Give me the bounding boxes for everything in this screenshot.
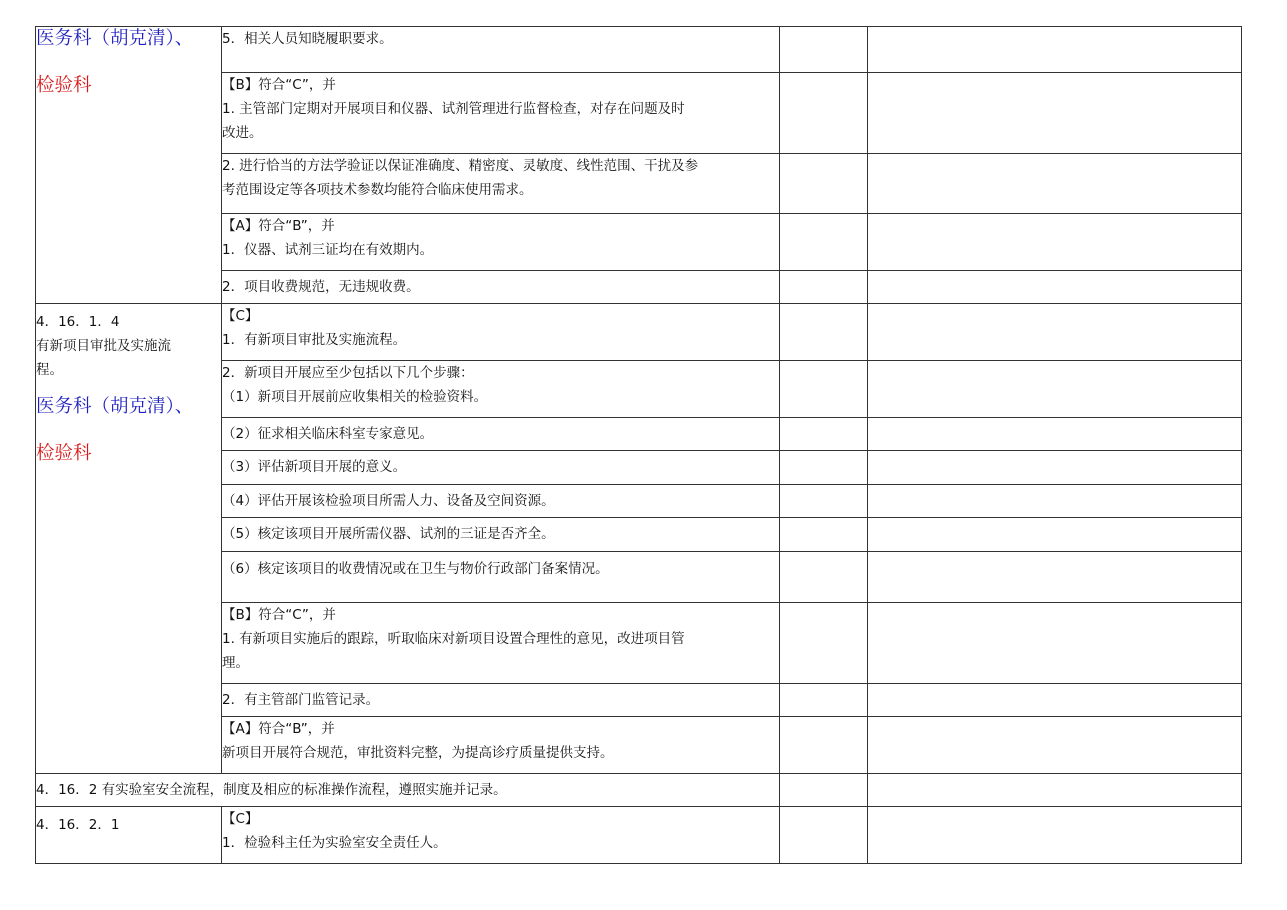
notes-cell (868, 603, 1242, 684)
notes-cell (868, 684, 1242, 717)
score-cell (780, 451, 868, 485)
criteria-cell (222, 361, 780, 418)
score-cell (780, 214, 868, 271)
dept-red-label: 检验科 (36, 443, 92, 464)
criteria-cell (222, 451, 780, 485)
score-cell (780, 485, 868, 518)
score-cell (780, 552, 868, 603)
criteria-line: 【A】符合“B”，并 (222, 721, 335, 737)
criteria-cell (222, 27, 780, 73)
score-cell (780, 361, 868, 418)
score-cell (780, 271, 868, 304)
notes-cell (868, 154, 1242, 214)
criteria-cell (222, 304, 780, 361)
criteria-line: 【C】 (222, 308, 259, 324)
score-cell (780, 518, 868, 552)
criteria-line: 2．新项目开展应至少包括以下几个步骤： (222, 365, 474, 381)
section-heading-cell (36, 774, 780, 807)
score-cell (780, 27, 868, 73)
criteria-cell (222, 418, 780, 451)
criteria-line: 新项目开展符合规范，审批资料完整，为提高诊疗质量提供支持。 (222, 745, 614, 761)
notes-cell (868, 518, 1242, 552)
criteria-line: 2．有主管部门监管记录。 (222, 692, 380, 708)
notes-cell (868, 73, 1242, 154)
dept-red-label: 检验科 (36, 75, 92, 96)
responsible-dept-cell (36, 27, 222, 304)
item-code: 4．16．1．4 (36, 314, 120, 330)
item-code: 4．16．2．1 (36, 817, 120, 833)
notes-cell (868, 451, 1242, 485)
criteria-line: 5．相关人员知晓履职要求。 (222, 31, 393, 47)
criteria-line: 2．项目收费规范，无违规收费。 (222, 279, 420, 295)
criteria-line: （6）核定该项目的收费情况或在卫生与物价行政部门备案情况。 (222, 561, 609, 577)
score-cell (780, 717, 868, 774)
score-cell (780, 807, 868, 864)
section-heading: 4．16．2 有实验室安全流程，制度及相应的标准操作流程，遵照实施并记录。 (36, 782, 507, 798)
criteria-line: （5）核定该项目开展所需仪器、试剂的三证是否齐全。 (222, 526, 555, 542)
item-code-cell (36, 807, 222, 864)
criteria-cell (222, 154, 780, 214)
criteria-line: 考范围设定等各项技术参数均能符合临床使用需求。 (222, 182, 533, 198)
item-code-cell (36, 304, 222, 774)
table-row (36, 27, 1242, 73)
notes-cell (868, 418, 1242, 451)
criteria-cell (222, 807, 780, 864)
criteria-line: 1．有新项目审批及实施流程。 (222, 332, 407, 348)
criteria-cell (222, 271, 780, 304)
criteria-cell (222, 73, 780, 154)
dept-blue-label: 医务科（胡克清）、 (36, 396, 194, 417)
score-cell (780, 418, 868, 451)
notes-cell (868, 717, 1242, 774)
criteria-cell (222, 552, 780, 603)
score-cell (780, 304, 868, 361)
score-cell (780, 684, 868, 717)
score-cell (780, 73, 868, 154)
inspection-standards-table (35, 26, 1242, 864)
criteria-line: 1. 主管部门定期对开展项目和仪器、试剂管理进行监督检查，对存在问题及时 (222, 101, 685, 117)
score-cell (780, 154, 868, 214)
item-description-cont: 程。 (36, 362, 63, 378)
table-row (36, 807, 1242, 864)
table-row (36, 304, 1242, 361)
table-row (36, 774, 1242, 807)
dept-blue-label: 医务科（胡克清）、 (36, 28, 194, 49)
score-cell (780, 603, 868, 684)
criteria-cell (222, 684, 780, 717)
notes-cell (868, 214, 1242, 271)
criteria-line: 【A】符合“B”，并 (222, 218, 335, 234)
notes-cell (868, 361, 1242, 418)
criteria-line: 【B】符合“C”，并 (222, 607, 336, 623)
criteria-line: 1. 有新项目实施后的跟踪，听取临床对新项目设置合理性的意见，改进项目管 (222, 631, 685, 647)
notes-cell (868, 485, 1242, 518)
criteria-line: 1．检验科主任为实验室安全责任人。 (222, 835, 447, 851)
notes-cell (868, 271, 1242, 304)
notes-cell (868, 552, 1242, 603)
criteria-line: （4）评估开展该检验项目所需人力、设备及空间资源。 (222, 493, 555, 509)
criteria-cell (222, 485, 780, 518)
criteria-line: 理。 (222, 655, 249, 671)
notes-cell (868, 774, 1242, 807)
criteria-line: 1．仪器、试剂三证均在有效期内。 (222, 242, 434, 258)
criteria-line: （3）评估新项目开展的意义。 (222, 459, 407, 475)
item-description: 有新项目审批及实施流 (36, 338, 171, 354)
criteria-line: 改进。 (222, 125, 263, 141)
criteria-cell (222, 214, 780, 271)
score-cell (780, 774, 868, 807)
notes-cell (868, 27, 1242, 73)
criteria-line: （1）新项目开展前应收集相关的检验资料。 (222, 389, 488, 405)
criteria-cell (222, 518, 780, 552)
notes-cell (868, 807, 1242, 864)
criteria-line: 【B】符合“C”，并 (222, 77, 336, 93)
notes-cell (868, 304, 1242, 361)
criteria-cell (222, 717, 780, 774)
criteria-line: 2. 进行恰当的方法学验证以保证准确度、精密度、灵敏度、线性范围、干扰及参 (222, 158, 699, 174)
criteria-line: 【C】 (222, 811, 259, 827)
criteria-cell (222, 603, 780, 684)
criteria-line: （2）征求相关临床科室专家意见。 (222, 426, 434, 442)
